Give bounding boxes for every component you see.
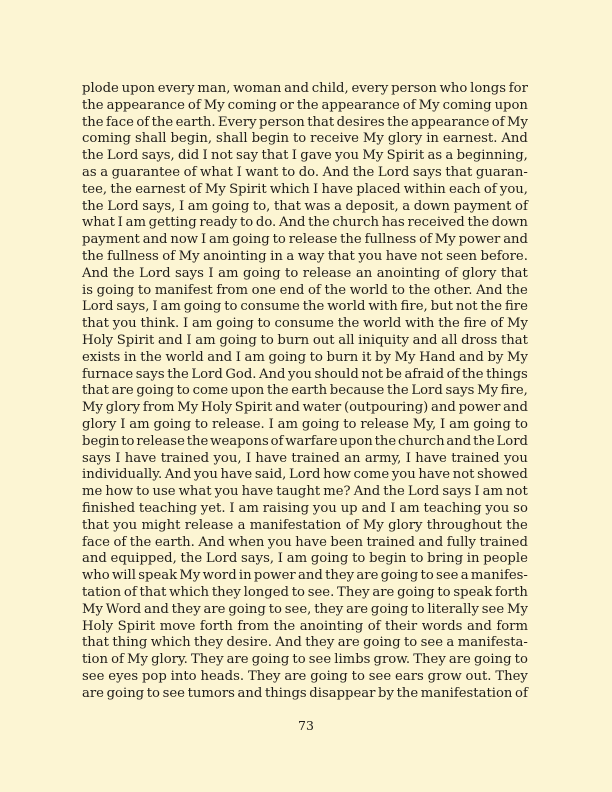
text-line: furnace says the Lord God. And you should not be afraid of the things — [82, 366, 528, 382]
text-line: payment and now I am going to release the fullness of My power and — [82, 232, 528, 248]
text-line: tion of My glory. They are going to see limbs grow. They are going to — [82, 652, 528, 668]
page-number: 73 — [298, 718, 314, 733]
text-line: coming shall begin, shall begin to receive My glory in earnest. And — [82, 131, 528, 147]
text-line: that are going to come upon the earth because the Lord says My fire, — [82, 383, 528, 399]
text-line: glory I am going to release. I am going to release My, I am going to — [82, 416, 528, 432]
text-line: face of the earth. And when you have been trained and fully trained — [82, 534, 528, 550]
text-line: the fullness of My anointing in a way that you have not seen before. — [82, 248, 528, 264]
text-line: My glory from My Holy Spirit and water (outpouring) and power and — [82, 400, 528, 416]
text-line: is going to manifest from one end of the world to the other. And the — [82, 282, 528, 298]
text-line: the face of the earth. Every person that desires the appearance of My — [82, 114, 528, 130]
text-line: see eyes pop into heads. They are going to see ears grow out. They — [82, 668, 528, 684]
text-line: exists in the world and I am going to burn it by My Hand and by My — [82, 349, 528, 365]
text-line: are going to see tumors and things disappear by the manifestation of — [82, 685, 528, 701]
text-line: says I have trained you, I have trained an army, I have trained you — [82, 450, 528, 466]
text-line: who will speak My word in power and they are going to see a manifes- — [82, 568, 528, 584]
text-line: the Lord says, did I not say that I gave you My Spirit as a beginning, — [82, 148, 528, 164]
text-line: And the Lord says I am going to release an anointing of glory that — [82, 265, 528, 281]
text-line: the appearance of My coming or the appearance of My coming upon — [82, 97, 528, 113]
body-text — [82, 81, 528, 702]
text-line: Holy Spirit and I am going to burn out all iniquity and all dross that — [82, 332, 528, 348]
text-line: that thing which they desire. And they are going to see a manifesta- — [82, 635, 528, 651]
text-line: the Lord says, I am going to, that was a deposit, a down payment of — [82, 198, 528, 214]
text-line: what I am getting ready to do. And the church has received the down — [82, 215, 528, 231]
text-line: and equipped, the Lord says, I am going to begin to bring in people — [82, 551, 528, 567]
text-line: Lord says, I am going to consume the world with fire, but not the fire — [82, 299, 528, 315]
text-line: tation of that which they longed to see. They are going to speak forth — [82, 584, 528, 600]
text-line: finished teaching yet. I am raising you up and I am teaching you so — [82, 500, 528, 516]
text-line: begin to release the weapons of warfare upon the church and the Lord — [82, 433, 528, 449]
text-line: individually. And you have said, Lord how come you have not showed — [82, 467, 528, 483]
text-line: Holy Spirit move forth from the anointing of their words and form — [82, 618, 528, 634]
text-line: My Word and they are going to see, they are going to literally see My — [82, 601, 528, 617]
text-line: that you might release a manifestation of My glory throughout the — [82, 517, 528, 533]
text-line: plode upon every man, woman and child, every person who longs for — [82, 81, 528, 96]
text-line: as a guarantee of what I want to do. And the Lord says that guaran- — [82, 164, 528, 180]
text-line: that you think. I am going to consume the world with the fire of My — [82, 316, 528, 332]
text-line: me how to use what you have taught me? And the Lord says I am not — [82, 484, 528, 500]
text-line: tee, the earnest of My Spirit which I have placed within each of you, — [82, 181, 528, 197]
